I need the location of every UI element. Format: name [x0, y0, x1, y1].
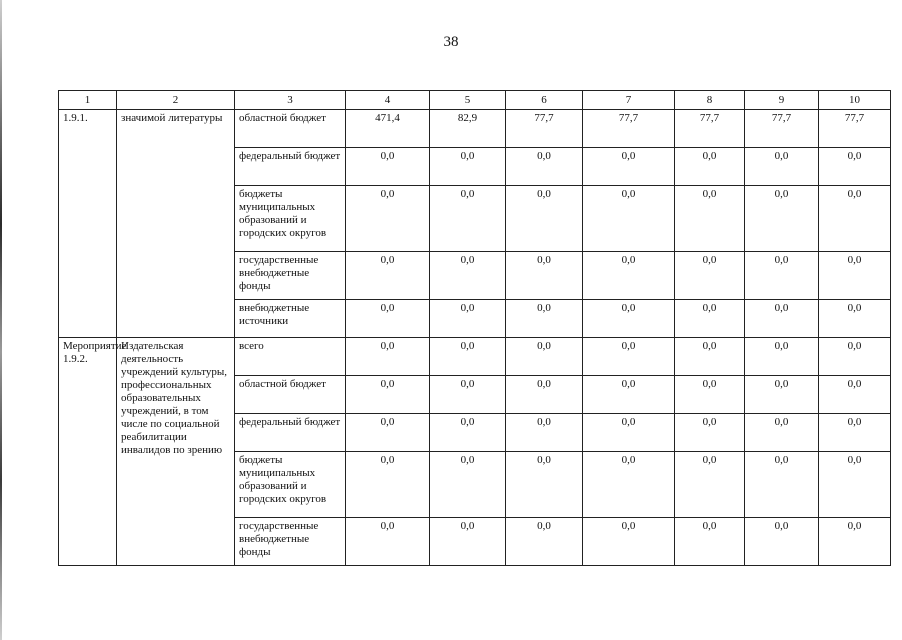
activity-name: значимой литературы: [117, 110, 235, 338]
value-cell: 77,7: [745, 110, 819, 148]
value-cell: 82,9: [430, 110, 506, 148]
value-cell: 0,0: [346, 338, 430, 376]
value-cell: 0,0: [430, 186, 506, 252]
value-cell: 0,0: [675, 414, 745, 452]
value-cell: 0,0: [583, 186, 675, 252]
value-cell: 77,7: [675, 110, 745, 148]
value-cell: 0,0: [675, 148, 745, 186]
funding-source: областной бюджет: [235, 376, 346, 414]
value-cell: 0,0: [675, 518, 745, 566]
funding-source: государственные внебюджетные фонды: [235, 518, 346, 566]
activity-code: Мероприятие 1.9.2.: [59, 338, 117, 566]
budget-table: [58, 90, 891, 566]
value-cell: 0,0: [506, 300, 583, 338]
value-cell: 0,0: [819, 414, 891, 452]
value-cell: 0,0: [506, 338, 583, 376]
value-cell: 0,0: [745, 414, 819, 452]
value-cell: 0,0: [819, 452, 891, 518]
value-cell: 0,0: [745, 252, 819, 300]
value-cell: 0,0: [506, 252, 583, 300]
header-cell: 2: [117, 91, 235, 110]
value-cell: 0,0: [745, 186, 819, 252]
value-cell: 0,0: [583, 452, 675, 518]
header-cell: 5: [430, 91, 506, 110]
header-cell: 4: [346, 91, 430, 110]
value-cell: 0,0: [819, 376, 891, 414]
value-cell: 0,0: [346, 452, 430, 518]
value-cell: 0,0: [430, 338, 506, 376]
funding-source: федеральный бюджет: [235, 148, 346, 186]
value-cell: 0,0: [430, 252, 506, 300]
funding-source: бюджеты муниципальных образований и городских округов: [235, 186, 346, 252]
value-cell: 0,0: [583, 376, 675, 414]
value-cell: 0,0: [430, 452, 506, 518]
value-cell: 0,0: [430, 414, 506, 452]
value-cell: 0,0: [675, 252, 745, 300]
value-cell: 0,0: [346, 518, 430, 566]
funding-source: государственные внебюджетные фонды: [235, 252, 346, 300]
page-number: 38: [443, 34, 459, 50]
value-cell: 0,0: [346, 148, 430, 186]
header-cell: 6: [506, 91, 583, 110]
header-cell: 1: [59, 91, 117, 110]
value-cell: 0,0: [430, 518, 506, 566]
funding-source: всего: [235, 338, 346, 376]
header-cell: 10: [819, 91, 891, 110]
value-cell: 0,0: [819, 186, 891, 252]
value-cell: 0,0: [430, 300, 506, 338]
value-cell: 0,0: [583, 300, 675, 338]
scan-edge-mark: [0, 0, 2, 640]
value-cell: 0,0: [675, 300, 745, 338]
value-cell: 0,0: [745, 300, 819, 338]
value-cell: 0,0: [819, 338, 891, 376]
value-cell: 0,0: [745, 376, 819, 414]
value-cell: 0,0: [506, 186, 583, 252]
value-cell: 0,0: [675, 338, 745, 376]
value-cell: 0,0: [506, 414, 583, 452]
value-cell: 0,0: [819, 300, 891, 338]
value-cell: 0,0: [583, 338, 675, 376]
value-cell: 0,0: [583, 414, 675, 452]
value-cell: 0,0: [819, 518, 891, 566]
activity-code: 1.9.1.: [59, 110, 117, 338]
value-cell: 77,7: [583, 110, 675, 148]
value-cell: 0,0: [346, 376, 430, 414]
value-cell: 0,0: [506, 148, 583, 186]
value-cell: 77,7: [819, 110, 891, 148]
value-cell: 0,0: [346, 186, 430, 252]
table-row: [59, 338, 891, 376]
header-cell: 8: [675, 91, 745, 110]
value-cell: 0,0: [506, 376, 583, 414]
value-cell: 0,0: [745, 518, 819, 566]
header-cell: 7: [583, 91, 675, 110]
value-cell: 0,0: [583, 518, 675, 566]
value-cell: 0,0: [675, 186, 745, 252]
header-row: [59, 91, 891, 110]
value-cell: 77,7: [506, 110, 583, 148]
value-cell: 0,0: [346, 414, 430, 452]
value-cell: 0,0: [346, 300, 430, 338]
table-row: [59, 110, 891, 148]
value-cell: 0,0: [583, 148, 675, 186]
value-cell: 0,0: [346, 252, 430, 300]
value-cell: 0,0: [819, 252, 891, 300]
header-cell: 9: [745, 91, 819, 110]
value-cell: 0,0: [675, 452, 745, 518]
value-cell: 471,4: [346, 110, 430, 148]
funding-source: внебюджетные источники: [235, 300, 346, 338]
value-cell: 0,0: [506, 452, 583, 518]
value-cell: 0,0: [745, 338, 819, 376]
funding-source: бюджеты муниципальных образований и городских округов: [235, 452, 346, 518]
value-cell: 0,0: [430, 148, 506, 186]
funding-source: областной бюджет: [235, 110, 346, 148]
activity-name: Издательская деятельность учреждений культуры, профессиональных образовательных учреждений, в том числе по социальной реабилитации инвалидов по зрению: [117, 338, 235, 566]
value-cell: 0,0: [819, 148, 891, 186]
value-cell: 0,0: [745, 148, 819, 186]
value-cell: 0,0: [583, 252, 675, 300]
header-cell: 3: [235, 91, 346, 110]
funding-source: федеральный бюджет: [235, 414, 346, 452]
value-cell: 0,0: [430, 376, 506, 414]
value-cell: 0,0: [675, 376, 745, 414]
value-cell: 0,0: [745, 452, 819, 518]
value-cell: 0,0: [506, 518, 583, 566]
